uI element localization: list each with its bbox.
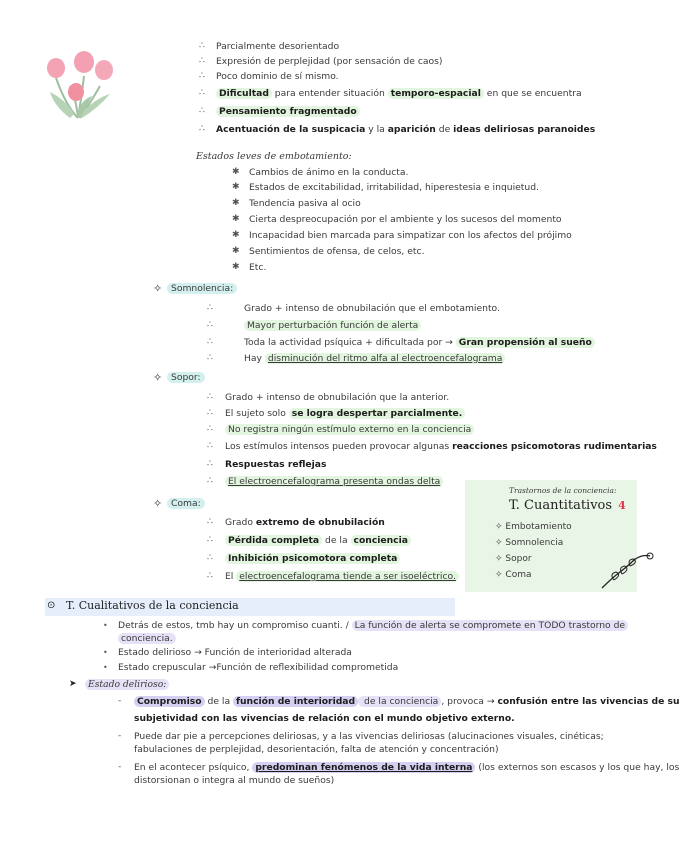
list-item: Hay disminución del ritmo alfa al electroencefalograma xyxy=(244,353,505,365)
list-item: Poco dominio de sí mismo. xyxy=(216,71,339,82)
list-item: El electroencefalograma tiende a ser isoeléctrico. xyxy=(225,571,459,583)
list-item: Toda la actividad psíquica + dificultada por → Gran propensión al sueño xyxy=(244,337,595,349)
sopor-title: Sopor: xyxy=(167,372,205,384)
summary-item: ✧ Coma xyxy=(495,570,532,580)
tulip-flower xyxy=(47,58,65,78)
list-item-cont: subjetividad con las vivencias de relación con el mundo objetivo externo. xyxy=(134,713,515,724)
tulip-illustration xyxy=(40,48,118,120)
list-item: Los estímulos intensos pueden provocar algunas reacciones psicomotoras rudimentarias xyxy=(225,441,657,452)
diamond-icon: ✧ xyxy=(495,554,503,564)
diamond-icon: ✧ xyxy=(153,282,163,295)
list-item: Inhibición psicomotora completa xyxy=(225,553,400,565)
cuantitativos-summary-box: Trastornos de la conciencia: T. Cuantitativos 4 ✧ Embotamiento ✧ Somnolencia ✧ Sopor ✧ Coma xyxy=(465,480,637,592)
list-item-cont: conciencia. xyxy=(118,633,176,645)
tulip-flower xyxy=(74,51,94,73)
list-item: Dificultad para entender situación temporo-espacial en que se encuentra xyxy=(216,88,582,100)
list-item: Estado crepuscular →Función de reflexibilidad comprometida xyxy=(118,662,399,673)
arrow-bullet-icon: ➤ xyxy=(69,679,77,689)
list-item: Grado extremo de obnubilación xyxy=(225,517,385,528)
list-item: Compromiso de la función de interioridad de la conciencia , provoca → confusión entre las vivencias de su xyxy=(134,696,680,708)
list-item: Puede dar pie a percepciones deliriosas, y a las vivencias deliriosas (alucinaciones visuales, cinéticas; xyxy=(134,731,604,742)
summary-item: ✧ Embotamiento xyxy=(495,522,572,532)
list-item: Cambios de ánimo en la conducta. xyxy=(249,167,409,178)
list-item: En el acontecer psíquico, predominan fenómenos de la vida interna (los externos son escasos y los que hay, los xyxy=(134,762,680,773)
list-item: Estado delirioso → Función de interioridad alterada xyxy=(118,647,352,658)
list-item-cont: distorsionan o integra al mundo de sueños) xyxy=(134,775,335,786)
list-item: El electroencefalograma presenta ondas delta xyxy=(225,476,443,488)
list-item: Pensamiento fragmentado xyxy=(216,106,360,118)
list-item: El sujeto solo se logra despertar parcialmente. xyxy=(225,408,465,420)
list-item: Parcialmente desorientado xyxy=(216,41,340,52)
diamond-icon: ✧ xyxy=(495,538,503,548)
tulip-flower xyxy=(68,83,84,101)
somnolencia-title: Somnolencia: xyxy=(167,283,237,295)
diamond-icon: ✧ xyxy=(153,371,163,384)
doodle-flower xyxy=(598,548,654,592)
list-item: Pérdida completa de la conciencia xyxy=(225,535,411,547)
diamond-icon: ✧ xyxy=(495,570,503,580)
list-item: Tendencia pasiva al ocio xyxy=(249,198,361,209)
list-item: Etc. xyxy=(249,262,267,273)
list-item: Estados de excitabilidad, irritabilidad, hiperestesia e inquietud. xyxy=(249,182,539,193)
coma-title: Coma: xyxy=(167,498,205,510)
list-item-cont: fabulaciones de perplejidad, desorientación, falta de atención y concentración) xyxy=(134,744,499,755)
diamond-icon: ✧ xyxy=(153,497,163,510)
summary-title: T. Cuantitativos 4 xyxy=(509,498,626,513)
list-item: Sentimientos de ofensa, de celos, etc. xyxy=(249,246,425,257)
list-item: Acentuación de la suspicacia y la aparición de ideas deliriosas paranoides xyxy=(216,124,596,135)
list-item: Detrás de estos, tmb hay un compromiso cuanti. / La función de alerta se compromete en TODO trastorno de xyxy=(118,620,628,632)
list-item: Expresión de perplejidad (por sensación de caos) xyxy=(216,56,443,67)
leves-title: Estados leves de embotamiento: xyxy=(196,151,352,162)
summary-item: ✧ Somnolencia xyxy=(495,538,564,548)
list-item: Incapacidad bien marcada para simpatizar con los afectos del prójimo xyxy=(249,230,572,241)
list-item: Mayor perturbación función de alerta xyxy=(244,320,421,332)
subsection-title: Estado delirioso: xyxy=(85,679,169,691)
summary-item: ✧ Sopor xyxy=(495,554,532,564)
section-title: T. Cualitativos de la conciencia xyxy=(66,599,239,612)
diamond-icon: ✧ xyxy=(495,522,503,532)
tulip-flower xyxy=(95,60,113,80)
list-item: Grado + intenso de obnubilación que el embotamiento. xyxy=(244,303,500,314)
list-item: Grado + intenso de obnubilación que la anterior. xyxy=(225,392,450,403)
list-item: Respuestas reflejas xyxy=(225,459,327,470)
target-bullet-icon: ⊙ xyxy=(47,600,56,611)
list-item: Cierta despreocupación por el ambiente y los sucesos del momento xyxy=(249,214,562,225)
list-item: No registra ningún estímulo externo en la conciencia xyxy=(225,424,474,436)
